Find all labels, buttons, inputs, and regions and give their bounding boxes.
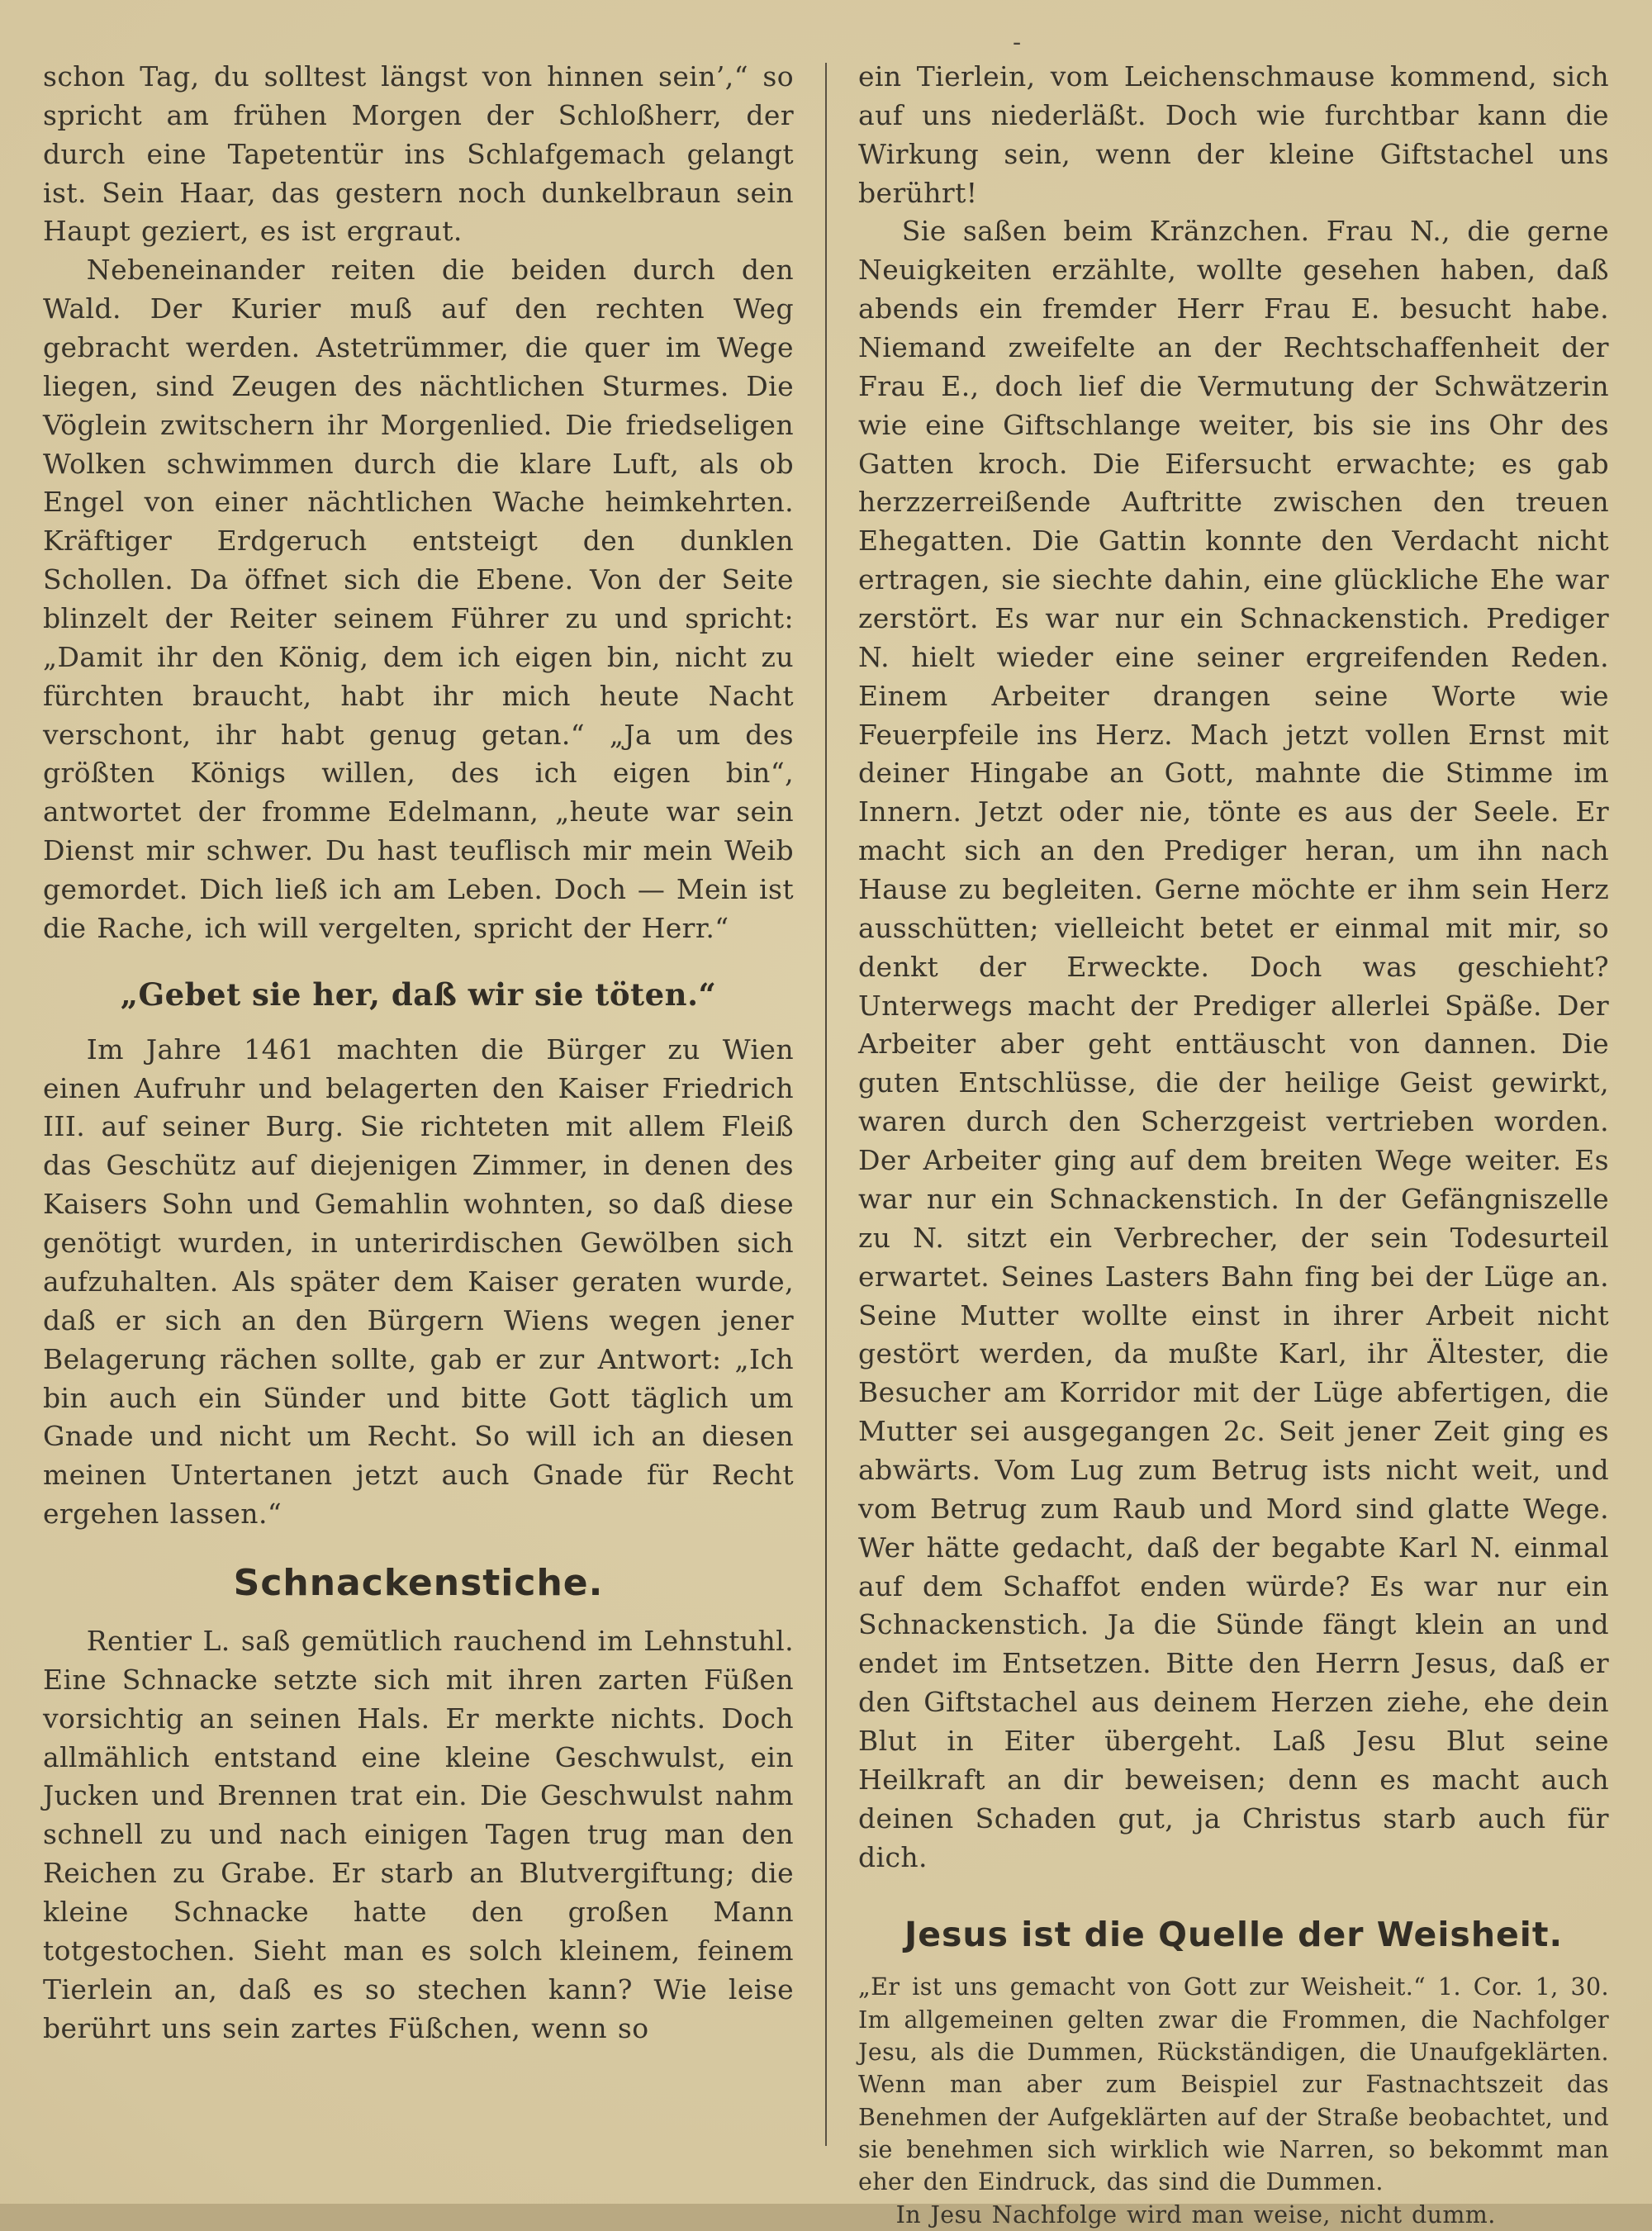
left-column <box>43 58 825 2171</box>
right-column <box>827 58 1609 2229</box>
section-heading-schnackenstiche: Schnackenstiche. <box>233 1561 604 1604</box>
paragraph-rentier: Rentier L. saß gemütlich rauchend im Lehnstuhl. Eine Schnacke setzte sich mit ihren zarten Füßen vorsichtig an seinen Hals. Er merkte nichts. Doch allmählich entstand eine kleine Geschwulst, ein Jucken und Brennen trat ein. Die Geschwulst nahm schnell zu und nach einigen Tagen trug man den Reichen zu Grabe. Er starb an Blutvergiftung; die kleine Schnacke hatte den großen Mann totgestochen. Sieht man es solch kleinem, feinem Tierlein an, daß es so stechen kann? Wie leise berührt uns sein zartes Füßchen, wenn so <box>43 1624 794 2044</box>
two-column-layout <box>43 58 1609 2229</box>
paragraph-nachfolge: In Jesu Nachfolge wird man weise, nicht dumm. <box>895 2200 1496 2229</box>
paragraph-ride: Nebeneinander reiten die beiden durch den Wald. Der Kurier muß auf den rechten Weg gebracht werden. Astetrümmer, die quer im Wege liegen, sind Zeugen des nächtlichen Sturmes. Die Vöglein zwitschern ihr Morgenlied. Die friedseligen Wolken schwimmen durch die klare Luft, als ob Engel von einer nächtlichen Wache heimkehrten. Kräftiger Erdgeruch entsteigt den dunklen Schollen. Da öffnet sich die Ebene. Von der Seite blinzelt der Reiter seinem Führer zu und spricht: „Damit ihr den König, dem ich eigen bin, nicht zu fürchten braucht, habt ihr mich heute Nacht verschont, ihr habt genug getan.“ „Ja um des größten Königs willen, des ich eigen bin“, antwortet der fromme Edelmann, „heute war sein Dienst mir schwer. Du hast teuflisch mir mein Weib gemordet. Dich ließ ich am Leben. Doch — Mein ist die Rache, ich will vergelten, spricht der Herr.“ <box>43 254 794 944</box>
section-heading-jesus-weisheit: Jesus ist die Quelle der Weisheit. <box>904 1915 1564 1955</box>
paragraph-tierlein: ein Tierlein, vom Leichenschmause kommend, sich auf uns niederläßt. Doch wie furchtbar kann die Wirkung sein, wenn der kleine Giftstachel uns berührt! <box>858 60 1609 209</box>
paragraph-wien-1461: Im Jahre 1461 machten die Bürger zu Wien einen Aufruhr und belagerten den Kaiser Friedrich III. auf seiner Burg. Sie richteten mit allem Fleiß das Geschütz auf diejenigen Zimmer, in denen des Kaisers Sohn und Gemahlin wohnten, so daß diese genötigt wurden, in unterirdischen Gewölben sich aufzuhalten. Als später dem Kaiser geraten wurde, daß er sich an den Bürgern Wiens wegen jener Belagerung rächen sollte, gab er zur Antwort: „Ich bin auch ein Sünder und bitte Gott täglich um Gnade und nicht um Recht. So will ich an diesen meinen Untertanen jetzt auch Gnade für Recht ergehen lassen.“ <box>43 1032 794 1531</box>
paragraph-weisheit: „Er ist uns gemacht von Gott zur Weisheit.“ 1. Cor. 1, 30. Im allgemeinen gelten zwar die Frommen, die Nachfolger Jesu, als die Dummen, Rückständigen, die Unaufgeklärten. Wenn man aber zum Beispiel zur Fastnachtszeit das Benehmen der Aufgeklärten auf der Straße beobachtet, und sie benehmen sich wirklich wie Narren, so bekommt man eher den Eindruck, das sind die Dummen. <box>858 1973 1609 2196</box>
section-heading-gebet: „Gebet sie her, daß wir sie töten.“ <box>120 975 717 1013</box>
paragraph-continuation: schon Tag, du solltest längst von hinnen sein’,“ so spricht am frühen Morgen der Schloßherr, der durch eine Tapetentür ins Schlafgemach gelangt ist. Sein Haar, das gestern noch dunkelbraun sein Haupt geziert, es ist ergraut. <box>43 60 794 248</box>
page-top-mark: - <box>1013 28 1022 57</box>
paragraph-kraenzchen: Sie saßen beim Kränzchen. Frau N., die gerne Neuigkeiten erzählte, wollte gesehen haben, daß abends ein fremder Herr Frau E. besucht habe. Niemand zweifelte an der Rechtschaffenheit der Frau E., doch lief die Vermutung der Schwätzerin wie eine Giftschlange weiter, bis sie ins Ohr des Gatten kroch. Die Eifersucht erwachte; es gab herzzerreißende Auftritte zwischen den treuen Ehegatten. Die Gattin konnte den Verdacht nicht ertragen, sie siechte dahin, eine glückliche Ehe war zerstört. Es war nur ein Schnackenstich. Prediger N. hielt wieder eine seiner ergreifenden Reden. Einem Arbeiter drangen seine Worte wie Feuerpfeile ins Herz. Mach jetzt vollen Ernst mit deiner Hingabe an Gott, mahnte die Stimme im Innern. Jetzt oder nie, tönte es aus der Seele. Er macht sich an den Prediger heran, um ihn nach Hause zu begleiten. Gerne möchte er ihm sein Herz ausschütten; vielleicht betet er einmal mit mir, so denkt der Erweckte. Doch was geschieht? Unterwegs macht der Prediger allerlei Späße. Der Arbeiter aber geht enttäuscht von dannen. Die guten Entschlüsse, die der heilige Geist gewirkt, waren durch den Scherzgeist vertrieben worden. Der Arbeiter ging auf dem breiten Wege weiter. Es war nur ein Schnackenstich. In der Gefängniszelle zu N. sitzt ein Verbrecher, der sein Todesurteil erwartet. Seines Lasters Bahn fing bei der Lüge an. Seine Mutter wollte einst in ihrer Arbeit nicht gestört werden, da mußte Karl, ihr Ältester, die Besucher am Korridor mit der Lüge abfertigen, die Mutter sei ausgegangen 2c. Seit jener Zeit ging es abwärts. Vom Lug zum Betrug ists nicht weit, und vom Betrug zum Raub und Mord sind glatte Wege. Wer hätte gedacht, daß der begabte Karl N. einmal auf dem Schaffot enden würde? Es war nur ein Schnackenstich. Ja die Sünde fängt klein an und endet im Entsetzen. Bitte den Herrn Jesus, daß er den Giftstachel aus deinem Herzen ziehe, ehe dein Blut in Eiter übergeht. Laß Jesu Blut seine Heilkraft an dir beweisen; denn es macht auch deinen Schaden gut, ja Christus starb auch für dich. <box>858 215 1609 1873</box>
